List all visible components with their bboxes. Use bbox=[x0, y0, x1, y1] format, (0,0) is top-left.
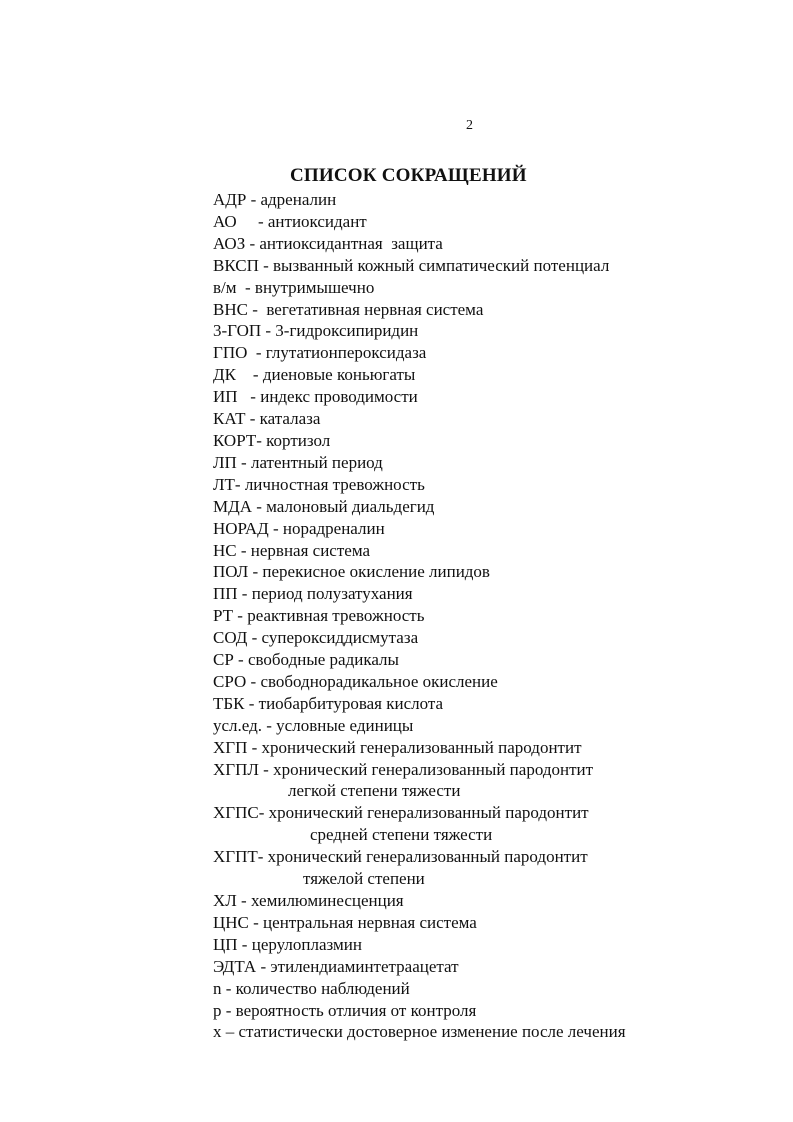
list-item: ПП - период полузатухания bbox=[213, 584, 413, 604]
list-item: ХГПЛ - хронический генерализованный пародонтит bbox=[213, 759, 594, 779]
list-item: n - количество наблюдений bbox=[213, 978, 410, 998]
list-item: РТ - реактивная тревожность bbox=[213, 606, 425, 626]
list-item: 3-ГОП - 3-гидроксипиридин bbox=[213, 321, 419, 341]
list-item: ВНС - вегетативная нервная система bbox=[213, 299, 484, 319]
list-item: СОД - супероксиддисмутаза bbox=[213, 628, 419, 648]
list-item: АО - антиоксидант bbox=[213, 211, 367, 231]
list-item: СРО - свободнорадикальное окисление bbox=[213, 671, 498, 691]
list-item: НОРАД - норадреналин bbox=[213, 518, 385, 538]
list-item-continuation: легкой степени тяжести bbox=[288, 781, 461, 801]
list-item: p - вероятность отличия от контроля bbox=[213, 1000, 477, 1020]
list-item: ПОЛ - перекисное окисление липидов bbox=[213, 562, 490, 582]
list-item: НС - нервная система bbox=[213, 540, 371, 560]
list-item: ХГПТ- хронический генерализованный пародонтит bbox=[213, 847, 588, 867]
list-item: ЛП - латентный период bbox=[213, 452, 383, 472]
list-item: ХЛ - хемилюминесценция bbox=[213, 891, 404, 910]
list-item-continuation: средней степени тяжести bbox=[310, 825, 493, 845]
list-item: ХГПС- хронический генерализованный пародонтит bbox=[213, 803, 589, 823]
list-item: x – статистически достоверное изменение после лечения bbox=[213, 1022, 626, 1042]
list-item: КОРТ- кортизол bbox=[213, 430, 331, 450]
list-item: АДР - адреналин bbox=[213, 190, 337, 209]
list-item: ВКСП - вызванный кожный симпатический потенциал bbox=[213, 255, 610, 275]
page-title: СПИСОК СОКРАЩЕНИЙ bbox=[290, 165, 527, 186]
list-item: МДА - малоновый диальдегид bbox=[213, 496, 435, 516]
list-item: ХГП - хронический генерализованный пародонтит bbox=[213, 737, 582, 757]
list-item: ЦП - церулоплазмин bbox=[213, 934, 362, 954]
list-item: ИП - индекс проводимости bbox=[213, 387, 418, 407]
list-item: КАТ - каталаза bbox=[213, 409, 321, 429]
list-item: ЭДТА - этилендиаминтетраацетат bbox=[213, 956, 459, 976]
list-item: ДК - диеновые коньюгаты bbox=[213, 365, 416, 385]
list-item: ЦНС - центральная нервная система bbox=[213, 912, 477, 932]
list-item: ТБК - тиобарбитуровая кислота bbox=[213, 693, 444, 713]
list-item: усл.ед. - условные единицы bbox=[213, 715, 414, 735]
list-item: ЛТ- личностная тревожность bbox=[213, 474, 425, 494]
page-number: 2 bbox=[466, 118, 473, 133]
abbreviation-list bbox=[213, 189, 773, 1043]
list-item: ГПО - глутатионпероксидаза bbox=[213, 343, 427, 363]
list-item: АОЗ - антиоксидантная защита bbox=[213, 233, 443, 253]
list-item-continuation: тяжелой степени bbox=[303, 869, 425, 889]
list-item: СР - свободные радикалы bbox=[213, 650, 399, 670]
list-item: в/м - внутримышечно bbox=[213, 277, 375, 297]
